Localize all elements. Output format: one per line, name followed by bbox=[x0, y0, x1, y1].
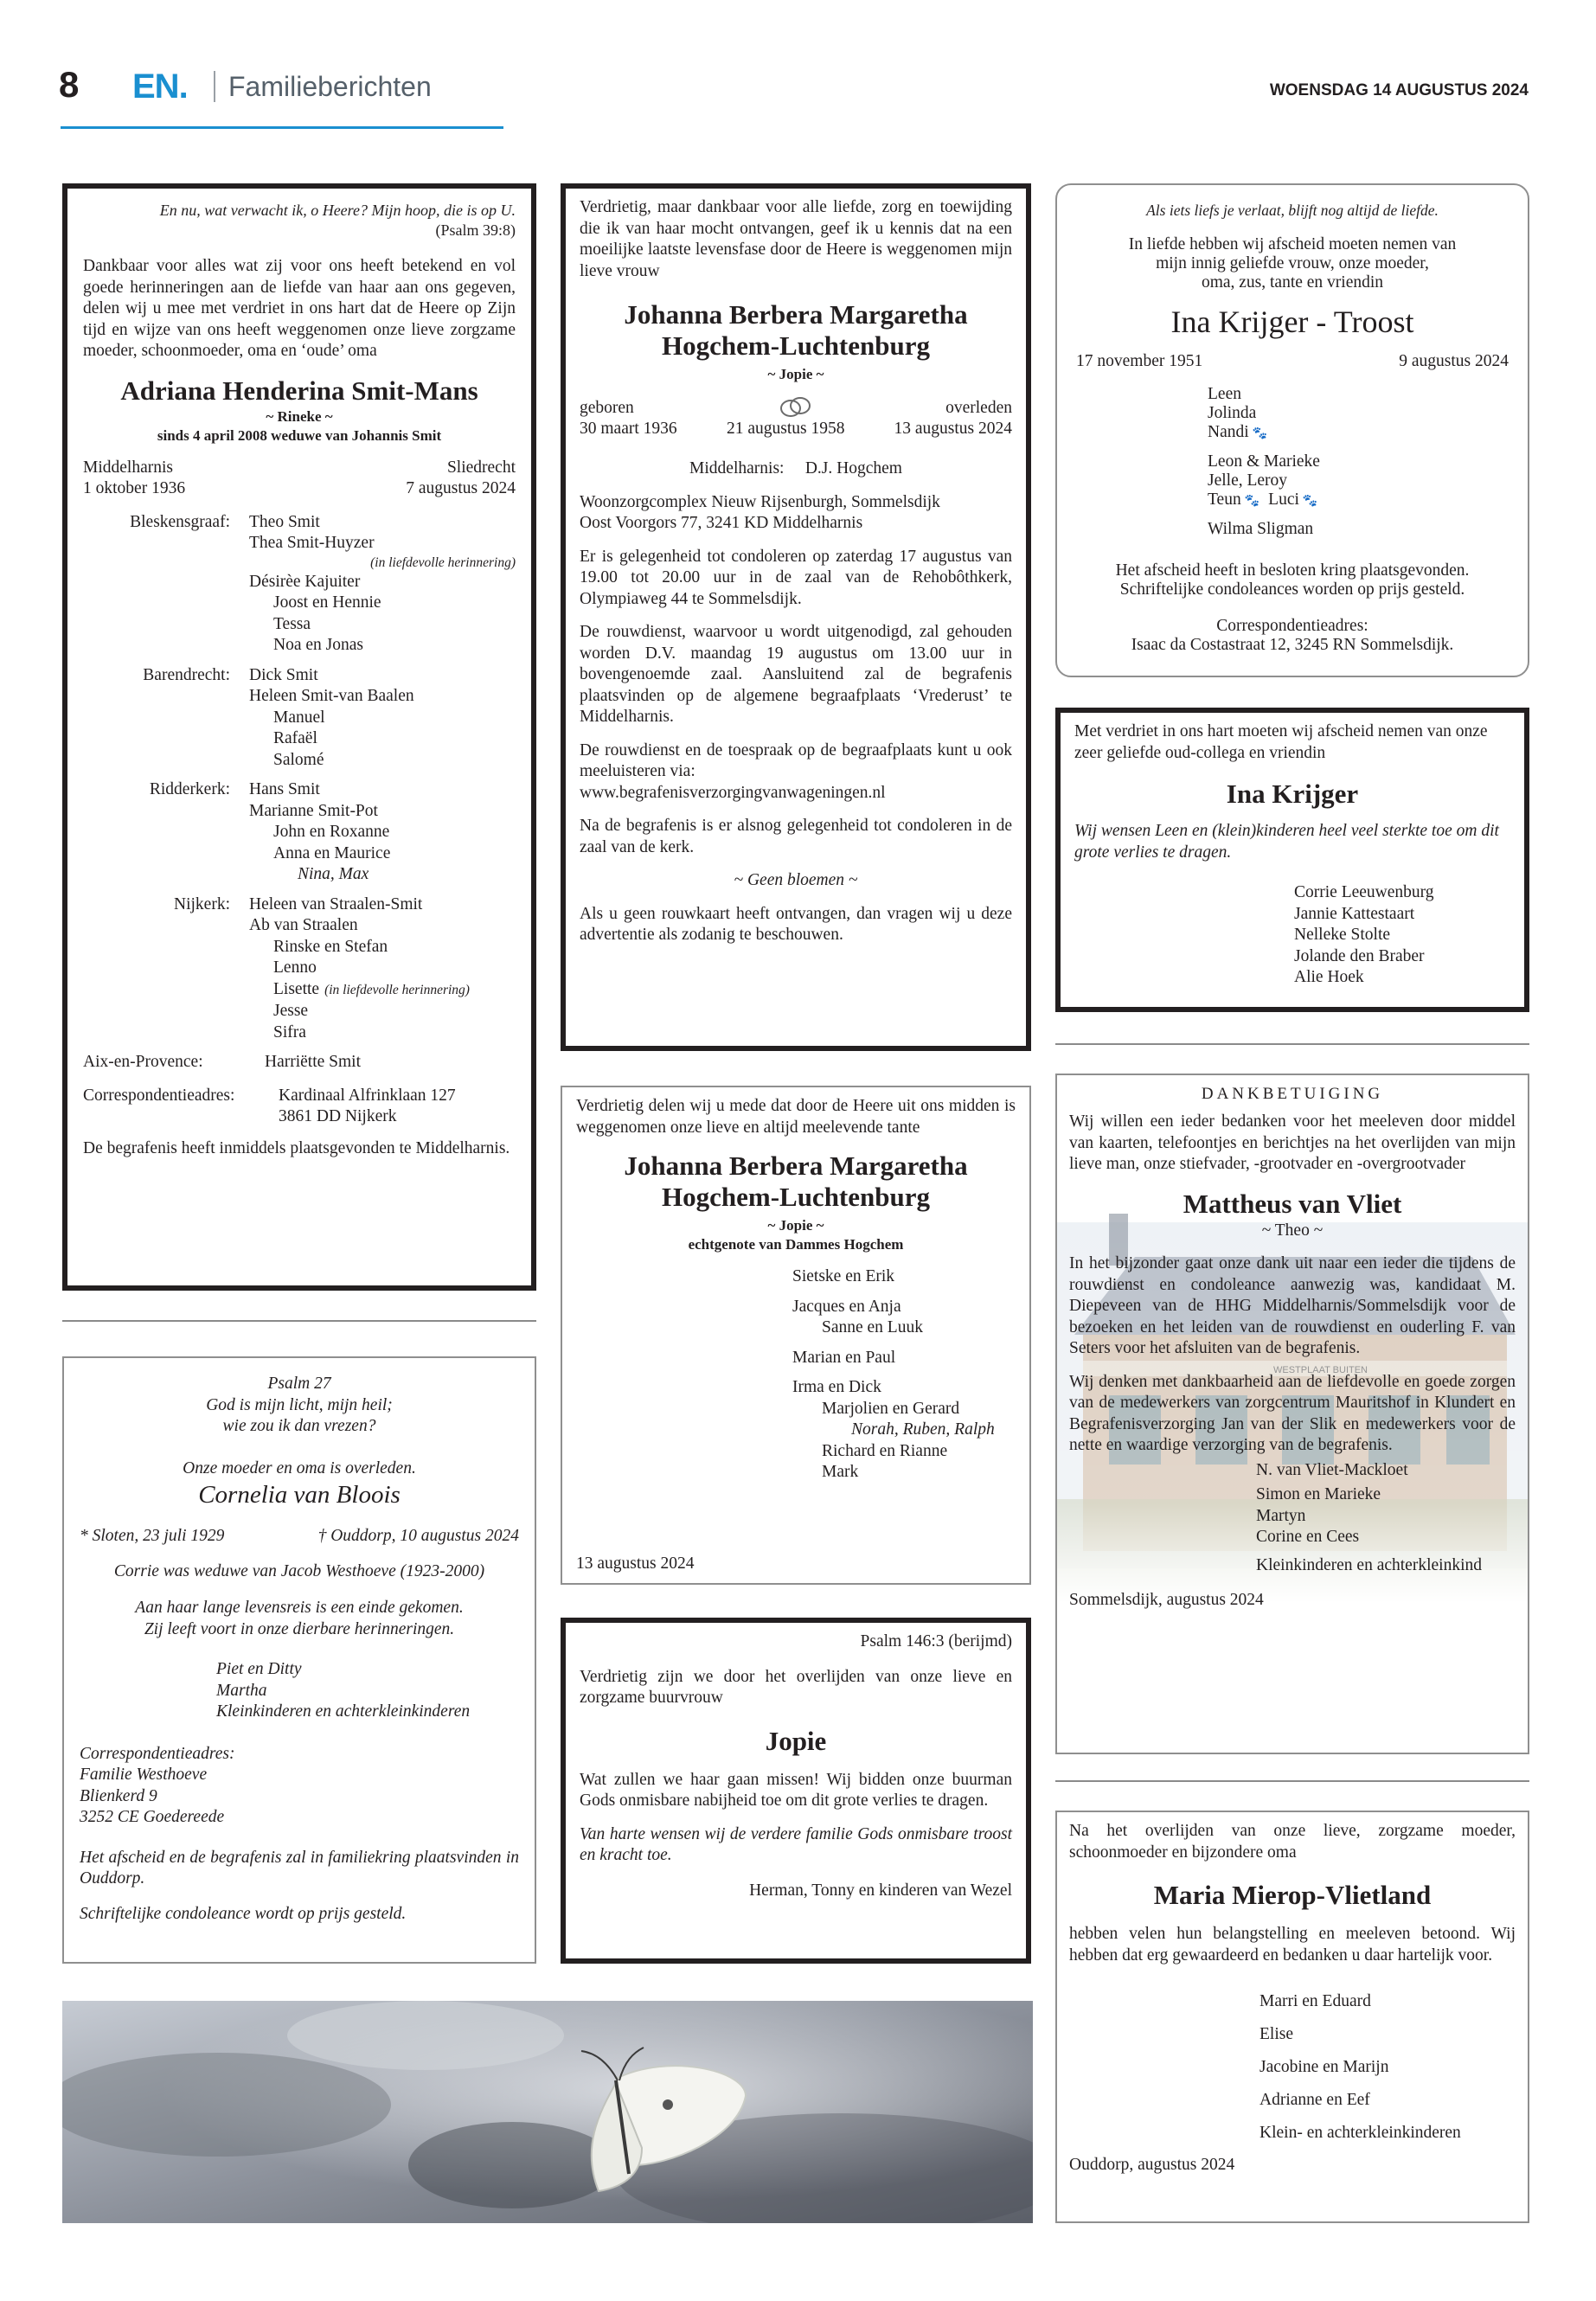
family-member bbox=[249, 686, 516, 708]
obituary-intro: Verdrietig, maar dankbaar voor alle liefde, zorg en toewijding die ik van haar mocht ontvangen, geef ik u kennis dat na een moeilijke laatste levensfase door de Heere is weggenomen mijn lieve vrouw bbox=[580, 198, 1012, 280]
signer-name: Simon en Marieke bbox=[1256, 1485, 1381, 1503]
signer-name: N. van Vliet-Mackloet bbox=[1256, 1460, 1408, 1479]
family-member-name: Marianne Smit-Pot bbox=[249, 801, 378, 820]
no-flowers-note: ~ Geen bloemen ~ bbox=[734, 871, 858, 889]
life-dates bbox=[580, 394, 1012, 443]
family-member-name: Joost en Hennie bbox=[273, 593, 381, 612]
family-member bbox=[1208, 423, 1509, 444]
family-member: Richard en Rianne bbox=[822, 1441, 948, 1460]
deceased-name: Ina Krijger - Troost bbox=[1170, 304, 1414, 339]
family-group bbox=[792, 1377, 1016, 1484]
deceased-name: Ina Krijger bbox=[1226, 779, 1359, 809]
family-member-name: Heleen van Straalen-Smit bbox=[249, 894, 423, 913]
correspondence-label: Correspondentieadres: bbox=[80, 1744, 235, 1763]
family-member-name: Désirèe Kajuiter bbox=[249, 572, 361, 591]
family-member: Piet en Ditty bbox=[216, 1660, 302, 1678]
deceased-nickname: ~ Theo ~ bbox=[1261, 1221, 1324, 1240]
signer-place: Middelharnis: bbox=[689, 459, 785, 478]
family-member bbox=[249, 533, 516, 554]
obituary-adriana-smit-mans bbox=[62, 183, 536, 1291]
family-member-name: Leen bbox=[1208, 384, 1241, 403]
condolence-info: Er is gelegenheid tot condoleren op zaterdag 17 augustus van 19.00 tot 20.00 uur in de zaal van de Rehobôthkerk, Olympiaweg 44 te Sommelsdijk. bbox=[580, 547, 1012, 608]
section-heading: DANKBETUIGING bbox=[1201, 1085, 1384, 1103]
family-member bbox=[1208, 452, 1509, 471]
correspondence-line: Blienkerd 9 bbox=[80, 1786, 157, 1805]
deceased-name-line: Johanna Berbera Margaretha bbox=[624, 1150, 968, 1181]
closing-note: De begrafenis heeft inmiddels plaatsgevonden te Middelharnis. bbox=[83, 1138, 510, 1157]
family-member bbox=[249, 728, 516, 750]
obituary-intro: Verdrietig delen wij u mede dat door de Heere uit ons midden is weggenomen onze lieve en altijd meelevende tante bbox=[576, 1097, 1016, 1137]
paw-icon: 🐾 bbox=[1302, 494, 1318, 508]
family-place: Nijkerk: bbox=[174, 894, 230, 913]
column-divider bbox=[1055, 1780, 1529, 1782]
family-member: Norah, Ruben, Ralph bbox=[851, 1420, 995, 1439]
died-label: overleden bbox=[945, 399, 1012, 417]
service-info: De rouwdienst, waarvoor u wordt uitgenodigd, zal gehouden worden D.V. maandag 19 augustus om 13.00 uur in bovengenoemde zaal. Aansluitend zal de begrafenis plaatsvinden op de algemene begraafplaats ‘Vrederust’ te Middelharnis. bbox=[580, 623, 1012, 726]
family-member: Marian en Paul bbox=[792, 1348, 896, 1367]
family-members bbox=[249, 894, 516, 1044]
family-member-name: Thea Smit-Huyzer bbox=[249, 534, 375, 552]
signer-name: Jolande den Braber bbox=[1294, 946, 1425, 965]
family-member-name: Nina, Max bbox=[298, 865, 369, 883]
paw-icon: 🐾 bbox=[1244, 494, 1260, 508]
family-group bbox=[83, 665, 516, 772]
family-member bbox=[249, 554, 516, 572]
family-member: Sietske en Erik bbox=[792, 1267, 895, 1285]
family-group bbox=[792, 1266, 1016, 1288]
family-group bbox=[1208, 452, 1509, 511]
signer-name: Jacobine en Marijn bbox=[1259, 2058, 1389, 2076]
family-member bbox=[249, 915, 516, 937]
birth-date: 1 oktober 1936 bbox=[83, 479, 186, 497]
intro-line: mijn innig geliefde vrouw, onze moeder, bbox=[1156, 254, 1429, 272]
family-members bbox=[249, 512, 516, 657]
family-list bbox=[576, 1266, 1016, 1484]
signer-name: Corine en Cees bbox=[1256, 1528, 1360, 1546]
butterfly-photo-image bbox=[62, 2001, 1033, 2223]
family-member: Marjolien en Gerard bbox=[822, 1399, 960, 1418]
birth-place: Middelharnis bbox=[83, 458, 173, 477]
family-member bbox=[249, 593, 516, 614]
correspondence-lines bbox=[279, 1086, 516, 1128]
butterfly-photo bbox=[62, 2001, 1033, 2223]
header-rule bbox=[61, 126, 503, 129]
family-member bbox=[249, 614, 516, 636]
family-member-name: Tessa bbox=[273, 614, 311, 633]
address-line: Oost Voorgors 77, 3241 KD Middelharnis bbox=[580, 514, 863, 532]
signer-name: Martyn bbox=[1256, 1506, 1306, 1525]
obituary-intro: Verdrietig zijn we door het overlijden van onze lieve en zorgzame buurvrouw bbox=[580, 1667, 1012, 1707]
family-member-name: Salomé bbox=[273, 750, 324, 769]
family-member bbox=[1208, 520, 1509, 539]
obituary-jopie-neighbours bbox=[561, 1618, 1031, 1964]
livestream-info: De rouwdienst en de toespraak op de begraafplaats kunt u ook meeluisteren via: bbox=[580, 740, 1012, 780]
family-group bbox=[792, 1348, 1016, 1369]
obituary-intro: Met verdriet in ons hart moeten wij afscheid nemen van onze zeer geliefde oud-collega en vriendin bbox=[1074, 722, 1488, 762]
family-member bbox=[249, 708, 516, 729]
deceased-nickname: ~ Rineke ~ bbox=[266, 407, 333, 425]
wedding-rings-icon bbox=[777, 394, 815, 420]
family-member-name: Jolinda bbox=[1208, 403, 1257, 422]
bible-quote: En nu, wat verwacht ik, o Heere? Mijn hoop, die is op U. bbox=[159, 202, 516, 219]
family-member bbox=[1208, 404, 1509, 423]
thanks-paragraph: hebben velen hun belangstelling en meeleven betoond. Wij hebben dat erg gewaardeerd en bedanken u daar hartelijk voor. bbox=[1069, 1925, 1516, 1965]
mourning-card-note: Als u geen rouwkaart heeft ontvangen, dan vragen wij u deze advertentie als zodanig te beschouwen. bbox=[580, 904, 1012, 944]
message-paragraph: Van harte wensen wij de verdere familie Gods onmisbare troost en kracht toe. bbox=[580, 1824, 1012, 1864]
death-info bbox=[406, 458, 516, 500]
family-member-name: Ab van Straalen bbox=[249, 916, 358, 934]
family-member-name: Sifra bbox=[273, 1022, 306, 1042]
family-member bbox=[249, 958, 516, 979]
section-title: Familieberichten bbox=[228, 71, 432, 102]
condolence-note: Schriftelijke condoleance wordt op prijs gesteld. bbox=[80, 1904, 407, 1923]
signers-list bbox=[1069, 1985, 1516, 2150]
deceased-name: Mattheus van Vliet bbox=[1183, 1188, 1402, 1219]
family-member-name: Wilma Sligman bbox=[1208, 519, 1314, 538]
family-member bbox=[249, 1001, 516, 1022]
family-group bbox=[83, 512, 516, 657]
family-member bbox=[249, 1022, 516, 1044]
livestream-url[interactable]: www.begrafenisverzorgingvanwageningen.nl bbox=[580, 783, 886, 802]
thanks-intro: Wij willen een ieder bedanken voor het meeleven door middel van kaarten, telefoontjes en berichtjes na het overlijden van mijn lieve man, onze stiefvader, -grootvader en -overgrootvader bbox=[1069, 1112, 1516, 1173]
message-paragraph: Wat zullen we haar gaan missen! Wij bidden onze buurman Gods onmisbare nabijheid toe om dit grote verlies te dragen. bbox=[580, 1770, 1012, 1810]
signer-name: Adrianne en Eef bbox=[1259, 2091, 1370, 2109]
thanks-paragraph: Wij denken met dankbaarheid aan de liefdevolle en goede zorgen van de medewerkers van zorgcentrum Mauritshof in Klundert en Begrafenisverzorging Jan van der Slik en medewerkers voor de nette en waardige verzorging van de begrafenis. bbox=[1069, 1372, 1516, 1454]
death-date: 9 augustus 2024 bbox=[1399, 352, 1509, 370]
header-separator bbox=[214, 71, 215, 102]
family-member-name: Theo Smit bbox=[249, 512, 320, 531]
birth-info: * Sloten, 23 juli 1929 bbox=[80, 1527, 225, 1545]
family-member-name: John en Roxanne bbox=[273, 823, 390, 841]
psalm-heading: Psalm 27 bbox=[267, 1375, 331, 1393]
deceased-name: Jopie bbox=[765, 1725, 827, 1756]
family-list bbox=[1076, 385, 1509, 539]
family-member-name: Leon & Marieke bbox=[1208, 452, 1320, 471]
family-place: Bleskensgraaf: bbox=[130, 512, 230, 531]
family-member bbox=[249, 894, 516, 916]
family-member bbox=[249, 822, 516, 843]
correspondence-line: 3861 DD Nijkerk bbox=[279, 1107, 397, 1125]
family-member bbox=[249, 750, 516, 772]
correspondence-address bbox=[80, 1765, 519, 1829]
family-member-name: (in liefdevolle herinnering) bbox=[370, 554, 516, 570]
signer-name: Nelleke Stolte bbox=[1294, 926, 1391, 944]
family-group bbox=[83, 894, 516, 1044]
column-divider bbox=[1055, 1043, 1529, 1045]
bible-quote-reference: (Psalm 39:8) bbox=[435, 221, 516, 239]
sympathy-wish: Wij wensen Leen en (klein)kinderen heel veel sterkte toe om dit grote verlies te dragen. bbox=[1074, 822, 1499, 862]
announcement: Onze moeder en oma is overleden. bbox=[183, 1458, 416, 1477]
family-member bbox=[1208, 471, 1509, 490]
signer-name: D.J. Hogchem bbox=[804, 459, 902, 478]
signers-list bbox=[1069, 1460, 1516, 1577]
family-member-name: Dick Smit bbox=[249, 665, 318, 684]
notice-date: 13 augustus 2024 bbox=[576, 1554, 695, 1573]
family-member: Martha bbox=[216, 1681, 267, 1700]
deceased-name-line: Johanna Berbera Margaretha bbox=[624, 299, 968, 330]
death-info: † Ouddorp, 10 augustus 2024 bbox=[317, 1527, 519, 1545]
family-member-name: Rinske en Stefan bbox=[273, 937, 388, 956]
family-member-name: Hans Smit bbox=[249, 780, 320, 798]
family-member bbox=[249, 779, 516, 801]
birth-death-row bbox=[80, 1526, 519, 1548]
thanks-intro: Na het overlijden van onze lieve, zorgzame moeder, schoonmoeder en bijzondere oma bbox=[1069, 1822, 1516, 1862]
address-line: Woonzorgcomplex Nieuw Rijsenburgh, Sommelsdijk bbox=[580, 492, 940, 511]
family-group bbox=[83, 1052, 516, 1074]
psalm-reference: Psalm 146:3 (berijmd) bbox=[860, 1632, 1012, 1650]
deceased-name-line: Hogchem-Luchtenburg bbox=[662, 1182, 930, 1212]
sign-place: Ouddorp, augustus 2024 bbox=[1069, 2156, 1235, 2174]
deceased-name: Maria Mierop-Vlietland bbox=[1153, 1880, 1432, 1910]
family-member: Harriëtte Smit bbox=[265, 1053, 362, 1071]
correspondence-line: 3252 CE Goedereede bbox=[80, 1808, 225, 1826]
family-member-name: Anna en Maurice bbox=[273, 843, 391, 862]
signer-name: Elise bbox=[1259, 2025, 1293, 2043]
death-place: Sliedrecht bbox=[446, 458, 516, 477]
family-group bbox=[83, 779, 516, 886]
family-member bbox=[249, 635, 516, 657]
deceased-name-line: Hogchem-Luchtenburg bbox=[662, 330, 930, 361]
column-divider bbox=[62, 1320, 536, 1322]
deceased-name: Cornelia van Bloois bbox=[198, 1481, 401, 1509]
family-member bbox=[249, 801, 516, 823]
family-member-name: Nandi bbox=[1208, 422, 1249, 441]
family-list bbox=[80, 1659, 519, 1723]
obituary-ina-krijger-colleagues bbox=[1055, 708, 1529, 1012]
widow-line: sinds 4 april 2008 weduwe van Johannis Smit bbox=[157, 426, 442, 444]
page-number: 8 bbox=[59, 64, 80, 105]
family-member: Jacques en Anja bbox=[792, 1297, 901, 1316]
family-member-name: Rafaël bbox=[273, 729, 317, 747]
family-member-name: Luci bbox=[1268, 490, 1299, 509]
correspondence-label: Correspondentieadres: bbox=[83, 1086, 235, 1105]
birth-death-row bbox=[83, 458, 516, 500]
family-member-name: Lenno bbox=[273, 958, 317, 977]
condolence-note: Schriftelijke condoleances worden op prijs gesteld. bbox=[1119, 580, 1465, 599]
correspondence-address bbox=[83, 1086, 516, 1128]
family-member bbox=[249, 937, 516, 958]
signer-name: Marri en Eduard bbox=[1259, 1992, 1371, 2010]
spouse-line: echtgenote van Dammes Hogchem bbox=[688, 1236, 904, 1253]
family-member: Sanne en Luuk bbox=[822, 1318, 923, 1336]
birth-death-row bbox=[1076, 351, 1509, 373]
correspondence-line: Kardinaal Alfrinklaan 127 bbox=[279, 1086, 456, 1105]
intro-line: oma, zus, tante en vriendin bbox=[1201, 273, 1384, 292]
family-member bbox=[249, 665, 516, 687]
deceased-name: Adriana Henderina Smit-Mans bbox=[120, 375, 478, 406]
remembrance-line: Zij leeft voort in onze dierbare herinneringen. bbox=[144, 1619, 455, 1638]
family-member bbox=[249, 979, 516, 1002]
family-members bbox=[249, 779, 516, 886]
birth-date: 17 november 1951 bbox=[1076, 352, 1203, 370]
signer-name: Alie Hoek bbox=[1294, 968, 1364, 986]
thanks-paragraph: In het bijzonder gaat onze dank uit naar een ieder die tijdens de rouwdienst en condoleance aanwezig was, kandidaat M. Diepeveen van de HHG Middelharnis/Sommelsdijk voor de bezoeken en het leiden van de rouwdienst en ouderling F. van Seters voor het afsluiten van de begrafenis. bbox=[1069, 1254, 1516, 1357]
acknowledgement-mattheus-van-vliet bbox=[1055, 1074, 1529, 1754]
family-member-name: Manuel bbox=[273, 708, 325, 727]
signer-name: Corrie Leeuwenburg bbox=[1294, 883, 1434, 901]
family-group bbox=[1208, 385, 1509, 444]
family-group bbox=[792, 1297, 1016, 1339]
family-member bbox=[1208, 490, 1509, 511]
paw-icon: 🐾 bbox=[1252, 426, 1268, 440]
signer-name: Jannie Kattestaart bbox=[1294, 904, 1415, 923]
psalm-verse: wie zou ik dan vrezen? bbox=[222, 1417, 376, 1435]
intro-line: In liefde hebben wij afscheid moeten nemen van bbox=[1128, 235, 1457, 253]
family-member: Irma en Dick bbox=[792, 1378, 881, 1396]
family-member-name: Lisette bbox=[273, 979, 320, 998]
psalm-verse: God is mijn licht, mijn heil; bbox=[206, 1395, 393, 1414]
died-date: 13 augustus 2024 bbox=[894, 420, 1012, 438]
family-place: Barendrecht: bbox=[143, 665, 230, 684]
born-date: 30 maart 1936 bbox=[580, 420, 677, 438]
obituary-johanna-hogchem-luchtenburg bbox=[561, 183, 1031, 1051]
family-member bbox=[1208, 385, 1509, 404]
remembrance-line: Aan haar lange levensreis is een einde gekomen. bbox=[135, 1599, 464, 1617]
signer-name: Klein- en achterkleinkinderen bbox=[1259, 2124, 1461, 2142]
family-member: Kleinkinderen en achterkleinkinderen bbox=[216, 1702, 471, 1721]
obituary-intro: Dankbaar voor alles wat zij voor ons heeft betekend en vol goede herinneringen aan de liefde van haar aan ons gegeven, delen wij u mee met verdriet in ons hart dat de Heere op Zijn tijd en wijze van ons heeft weggenomen onze lieve zorgzame moeder, schoonmoeder, oma en ‘oude’ oma bbox=[83, 257, 516, 360]
farewell-note: Het afscheid heeft in besloten kring plaatsgevonden. bbox=[1115, 561, 1470, 580]
sign-place: Sommelsdijk, augustus 2024 bbox=[1069, 1591, 1264, 1609]
family-member bbox=[249, 572, 516, 593]
obituary-johanna-aunt bbox=[561, 1086, 1031, 1585]
widow-line: Corrie was weduwe van Jacob Westhoeve (1923-2000) bbox=[113, 1561, 485, 1580]
funeral-note: Het afscheid en de begrafenis zal in familiekring plaatsvinden in Ouddorp. bbox=[80, 1848, 519, 1888]
obituary-ina-krijger-troost bbox=[1055, 183, 1529, 677]
family-member: Mark bbox=[822, 1463, 859, 1481]
signers: Herman, Tonny en kinderen van Wezel bbox=[749, 1881, 1012, 1900]
deceased-nickname: ~ Jopie ~ bbox=[767, 366, 824, 382]
correspondence-address: Isaac da Costastraat 12, 3245 RN Sommelsdijk. bbox=[1131, 635, 1454, 654]
birth-info bbox=[83, 458, 185, 500]
quote: Als iets liefs je verlaat, blijft nog altijd de liefde. bbox=[1146, 202, 1439, 219]
signer-row bbox=[580, 458, 1012, 480]
family-group bbox=[1208, 520, 1509, 539]
family-member-name: Teun bbox=[1208, 490, 1241, 509]
acknowledgement-maria-mierop-vlietland bbox=[1055, 1811, 1529, 2223]
obituary-cornelia-van-bloois bbox=[62, 1356, 536, 1964]
signer-name: Kleinkinderen en achterkleinkind bbox=[1256, 1555, 1482, 1574]
correspondence-line: Familie Westhoeve bbox=[80, 1766, 208, 1784]
death-date: 7 augustus 2024 bbox=[406, 479, 516, 497]
family-members bbox=[249, 665, 516, 772]
family-member-name: Heleen Smit-van Baalen bbox=[249, 687, 414, 705]
correspondence-label: Correspondentieadres: bbox=[1216, 616, 1368, 635]
born-label: geboren bbox=[580, 399, 634, 417]
signers-list bbox=[1074, 882, 1510, 989]
after-funeral-info: Na de begrafenis is er alsnog gelegenheid tot condoleren in de zaal van de kerk. bbox=[580, 817, 1012, 856]
family-member-name: Jelle, Leroy bbox=[1208, 471, 1288, 490]
family-place: Aix-en-Provence: bbox=[83, 1053, 203, 1071]
family-member bbox=[249, 864, 516, 886]
family-member-name: Noa en Jonas bbox=[273, 636, 363, 654]
family-place: Ridderkerk: bbox=[149, 780, 230, 798]
family-member bbox=[249, 843, 516, 865]
family-member bbox=[249, 512, 516, 534]
family-member-note: (in liefdevolle herinnering) bbox=[324, 982, 470, 997]
family-list bbox=[83, 512, 516, 1044]
deceased-nickname: ~ Jopie ~ bbox=[767, 1217, 824, 1234]
wedding-date: 21 augustus 1958 bbox=[727, 420, 845, 438]
newspaper-logo[interactable]: EN. bbox=[132, 67, 188, 106]
issue-date: WOENSDAG 14 AUGUSTUS 2024 bbox=[1269, 81, 1529, 99]
family-member-name: Jesse bbox=[273, 1002, 309, 1020]
